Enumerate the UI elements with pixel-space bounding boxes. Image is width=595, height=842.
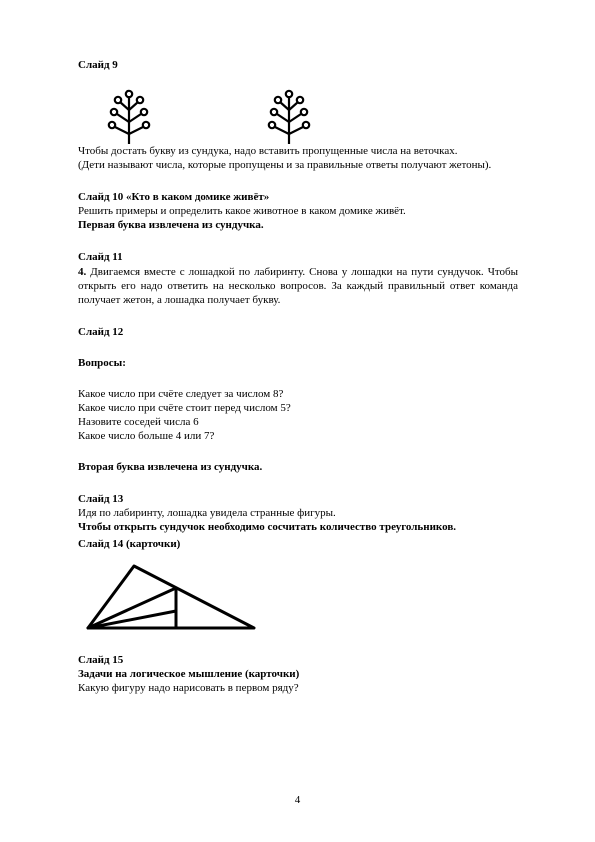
branch-tree-right-icon bbox=[266, 90, 312, 146]
slide9-note: (Дети называют числа, которые пропущены и за правильные ответы получают жетоны). bbox=[78, 159, 492, 171]
slide9-text: Чтобы достать букву из сундука, надо вставить пропущенные числа на веточках. bbox=[78, 145, 458, 157]
triangles-figure bbox=[84, 562, 260, 634]
page-number: 4 bbox=[294, 794, 301, 806]
slide14-title: Слайд 14 (карточки) bbox=[78, 538, 181, 550]
question-item: Какое число при счёте стоит перед числом 5? bbox=[78, 402, 291, 414]
slide9-title: Слайд 9 bbox=[78, 59, 118, 71]
slide12-title: Слайд 12 bbox=[78, 326, 124, 338]
slide12-result: Вторая буква извлечена из сундучка. bbox=[78, 461, 263, 473]
slide11-number: 4. bbox=[78, 266, 87, 278]
questions-title: Вопросы: bbox=[78, 357, 126, 369]
slide11-paragraph bbox=[78, 265, 518, 307]
slide15-subtitle: Задачи на логическое мышление (карточки) bbox=[78, 668, 300, 680]
slide15-title: Слайд 15 bbox=[78, 654, 124, 666]
slide11-title: Слайд 11 bbox=[78, 251, 123, 263]
slide10-text: Решить примеры и определить какое животное в каком домике живёт. bbox=[78, 205, 406, 217]
slide13-text: Идя по лабиринту, лошадка увидела странные фигуры. bbox=[78, 507, 336, 519]
slide15-text: Какую фигуру надо нарисовать в первом ряду? bbox=[78, 682, 299, 694]
question-item: Какое число больше 4 или 7? bbox=[78, 430, 215, 442]
slide11-text: Двигаемся вместе с лошадкой по лабиринту. Снова у лошадки на пути сундучок. Чтобы открыть его надо ответить на несколько вопросов. За каждый правильный ответ команда получает жетон, а лошадка получает букву. bbox=[78, 266, 518, 306]
branch-tree-left-icon bbox=[106, 90, 152, 146]
slide10-title: Слайд 10 «Кто в каком домике живёт» bbox=[78, 191, 270, 203]
question-item: Какое число при счёте следует за числом 8? bbox=[78, 388, 284, 400]
slide13-title: Слайд 13 bbox=[78, 493, 124, 505]
question-item: Назовите соседей числа 6 bbox=[78, 416, 199, 428]
slide13-task: Чтобы открыть сундучок необходимо сосчитать количество треугольников. bbox=[78, 521, 457, 533]
slide10-result: Первая буква извлечена из сундучка. bbox=[78, 219, 264, 231]
